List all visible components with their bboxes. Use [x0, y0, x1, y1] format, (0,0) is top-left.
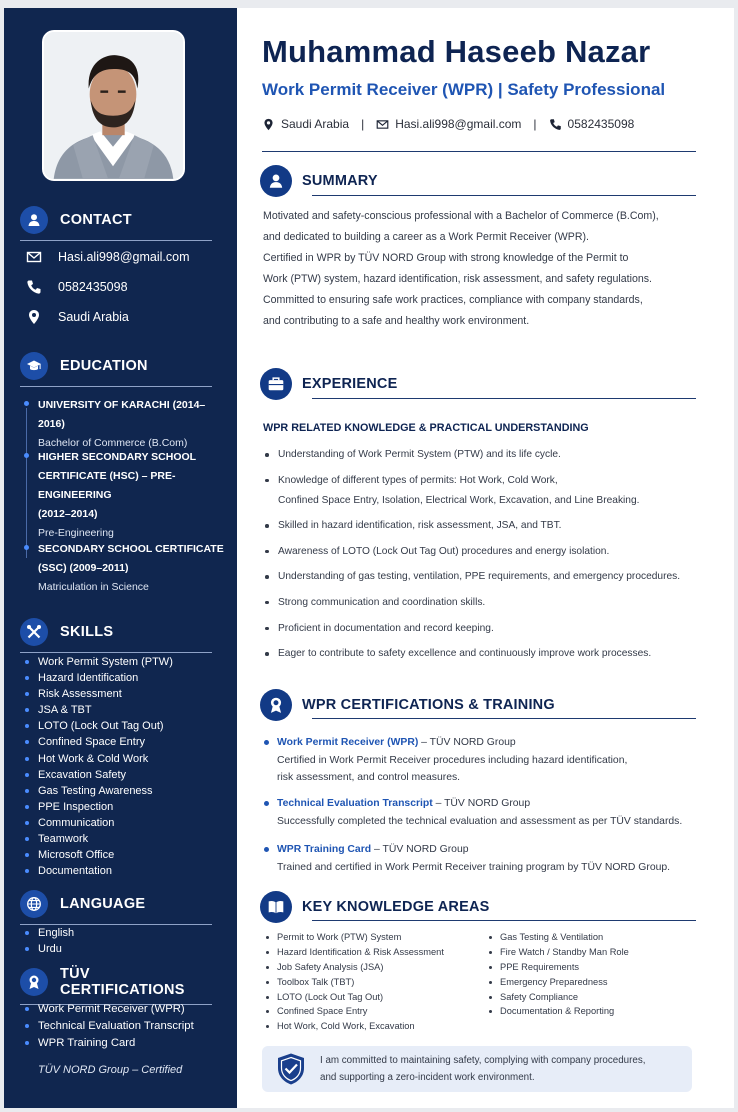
certification-org: – TÜV NORD Group	[418, 737, 516, 748]
list-item	[263, 445, 703, 465]
skills-list	[24, 654, 173, 879]
list-item: Hazard Identification & Risk Assessment	[264, 945, 444, 960]
list-item: Safety Compliance	[487, 990, 629, 1005]
list-item	[263, 516, 703, 536]
summary-text	[263, 206, 697, 332]
certification-name: Work Permit Receiver (WPR)	[277, 737, 419, 748]
text-line: Skilled in hazard identification, risk assessment, JSA, and TBT.	[278, 520, 562, 532]
user-icon	[260, 165, 292, 197]
education-item	[24, 396, 224, 453]
book-icon	[260, 891, 292, 923]
certification-name: WPR Training Card	[277, 844, 372, 855]
certification-org: – TÜV NORD Group	[371, 844, 469, 855]
experience-heading: EXPERIENCE	[260, 368, 696, 400]
list-item: English	[24, 925, 74, 941]
text-line: Understanding of Work Permit System (PTW) and its life cycle.	[278, 449, 561, 460]
list-item: Hot Work & Cold Work	[24, 751, 173, 767]
timeline-dot	[24, 453, 29, 458]
tuv-certifications-heading: TÜV CERTIFICATIONS	[20, 966, 212, 1005]
list-item: Risk Assessment	[24, 686, 173, 702]
list-item: PPE Inspection	[24, 799, 173, 815]
timeline-dot	[24, 401, 29, 406]
language-list	[24, 925, 74, 957]
knowledge-heading: KEY KNOWLEDGE AREAS	[260, 891, 696, 923]
location-pin-icon	[26, 309, 42, 325]
main-content	[237, 8, 734, 1108]
education-title: UNIVERSITY OF KARACHI (2014–2016)	[38, 399, 206, 430]
tuv-certifications-list	[24, 1001, 194, 1052]
header-phone: 0582435098	[567, 117, 635, 131]
list-item: Hazard Identification	[24, 670, 173, 686]
list-item: Emergency Preparedness	[487, 975, 629, 990]
sidebar	[4, 8, 237, 1108]
award-ribbon-icon	[260, 689, 292, 721]
education-title: (2012–2014)	[38, 508, 98, 520]
header-email: Hasi.ali998@gmail.com	[395, 117, 522, 131]
list-item: Work Permit Receiver (WPR)	[24, 1001, 194, 1018]
list-item	[263, 567, 703, 587]
education-degree: Bachelor of Commerce (B.Com)	[38, 437, 188, 449]
text-line: I am committed to maintaining safety, complying with company procedures,	[320, 1055, 646, 1066]
list-item: Confined Space Entry	[24, 734, 173, 750]
list-item: Teamwork	[24, 831, 173, 847]
list-item: Technical Evaluation Transcript	[24, 1018, 194, 1035]
list-item	[263, 619, 703, 639]
contact-phone: 0582435098	[26, 279, 128, 295]
list-item: Documentation	[24, 863, 173, 879]
briefcase-icon	[260, 368, 292, 400]
list-item: Toolbox Talk (TBT)	[264, 975, 444, 990]
certification-item	[263, 733, 703, 786]
education-title: SECONDARY SCHOOL CERTIFICATE	[38, 543, 224, 555]
profile-photo	[42, 30, 185, 181]
list-item: Job Safety Analysis (JSA)	[264, 960, 444, 975]
knowledge-list-left	[264, 930, 444, 1034]
education-degree: Matriculation in Science	[38, 581, 149, 593]
language-heading: LANGUAGE	[20, 890, 212, 925]
list-item: Confined Space Entry	[264, 1004, 444, 1019]
award-ribbon-icon	[20, 968, 48, 996]
list-item: Microsoft Office	[24, 847, 173, 863]
education-item	[24, 448, 224, 543]
list-item: Gas Testing & Ventilation	[487, 930, 629, 945]
experience-subtitle: WPR RELATED KNOWLEDGE & PRACTICAL UNDERSTANDING	[263, 422, 589, 434]
user-icon	[20, 206, 48, 234]
text-line: Confined Space Entry, Isolation, Electrical Work, Excavation, and Line Breaking.	[278, 494, 640, 506]
text-line: and supporting a zero-incident work environment.	[320, 1072, 535, 1083]
list-item	[263, 644, 703, 664]
text-line: Motivated and safety-conscious professional with a Bachelor of Commerce (B.Com),	[263, 210, 659, 222]
education-title: HIGHER SECONDARY SCHOOL	[38, 451, 197, 463]
certifications-heading: WPR CERTIFICATIONS & TRAINING	[260, 689, 696, 721]
commitment-box	[262, 1046, 692, 1092]
knowledge-list-right	[487, 930, 629, 1019]
experience-heading-rule	[312, 398, 696, 399]
candidate-name: Muhammad Haseeb Nazar	[262, 34, 651, 69]
certification-name: Technical Evaluation Transcript	[277, 798, 433, 809]
list-item: Work Permit System (PTW)	[24, 654, 173, 670]
tuv-footer-note: TÜV NORD Group – Certified	[38, 1064, 183, 1076]
shield-check-icon	[276, 1052, 306, 1086]
list-item: Hot Work, Cold Work, Excavation	[264, 1019, 444, 1034]
certification-item	[263, 840, 703, 876]
text-line: Strong communication and coordination skills.	[278, 596, 486, 608]
education-title: CERTIFICATE (HSC) – PRE-ENGINEERING	[38, 470, 176, 501]
text-line: Knowledge of different types of permits: Hot Work, Cold Work,	[278, 474, 558, 486]
text-line: Proficient in documentation and record keeping.	[278, 622, 494, 634]
list-item: Urdu	[24, 941, 74, 957]
separator: |	[361, 117, 365, 131]
list-item: Excavation Safety	[24, 767, 173, 783]
envelope-icon	[26, 249, 42, 265]
education-degree: Pre-Engineering	[38, 527, 114, 539]
tools-icon	[20, 618, 48, 646]
commitment-text	[320, 1052, 645, 1086]
certifications-heading-rule	[312, 718, 696, 719]
knowledge-heading-rule	[312, 920, 696, 921]
list-item: JSA & TBT	[24, 702, 173, 718]
education-item	[24, 540, 224, 597]
contact-location: Saudi Arabia	[26, 309, 129, 325]
certification-desc: Successfully completed the technical evaluation and assessment as per TÜV standards.	[277, 816, 683, 827]
header-location: Saudi Arabia	[281, 117, 350, 131]
graduation-cap-icon	[20, 352, 48, 380]
candidate-role: Work Permit Receiver (WPR) | Safety Professional	[262, 80, 666, 99]
portrait-image	[44, 32, 183, 179]
list-item	[263, 471, 703, 511]
certification-item	[263, 794, 703, 830]
list-item: PPE Requirements	[487, 960, 629, 975]
text-line: Work (PTW) system, hazard identification, risk assessment, and safety regulations.	[263, 273, 652, 285]
text-line: Understanding of gas testing, ventilation, PPE requirements, and emergency procedures.	[278, 571, 681, 583]
list-item: Gas Testing Awareness	[24, 783, 173, 799]
text-line: and contributing to a safe and healthy work environment.	[263, 315, 530, 327]
list-item: LOTO (Lock Out Tag Out)	[24, 718, 173, 734]
text-line: and dedicated to building a career as a Work Permit Receiver (WPR).	[263, 231, 589, 243]
location-pin-icon	[262, 118, 275, 131]
summary-heading-rule	[312, 195, 696, 196]
certification-desc: Trained and certified in Work Permit Receiver training program by TÜV NORD Group.	[277, 862, 671, 873]
list-item	[263, 593, 703, 613]
experience-list	[263, 445, 703, 670]
certification-org: – TÜV NORD Group	[432, 798, 531, 809]
summary-heading: SUMMARY	[260, 165, 696, 197]
skills-heading: SKILLS	[20, 618, 212, 653]
certification-desc: Certified in Work Permit Receiver procedures including hazard identification,	[277, 755, 628, 766]
list-item	[263, 542, 703, 562]
education-heading: EDUCATION	[20, 352, 212, 387]
list-item: Permit to Work (PTW) System	[264, 930, 444, 945]
contact-info-bar	[262, 117, 634, 131]
certification-desc: risk assessment, and control measures.	[277, 772, 461, 783]
list-item: Fire Watch / Standby Man Role	[487, 945, 629, 960]
contact-email: Hasi.ali998@gmail.com	[26, 249, 190, 265]
text-line: Eager to contribute to safety excellence and continuously improve work processes.	[278, 648, 652, 660]
envelope-icon	[376, 118, 389, 131]
list-item: LOTO (Lock Out Tag Out)	[264, 990, 444, 1005]
text-line: Certified in WPR by TÜV NORD Group with strong knowledge of the Permit to	[263, 252, 629, 264]
education-title: (SSC) (2009–2011)	[38, 562, 129, 574]
text-line: Awareness of LOTO (Lock Out Tag Out) procedures and energy isolation.	[278, 545, 610, 557]
header-divider	[262, 151, 696, 152]
contact-heading: CONTACT	[20, 206, 212, 241]
resume-page	[4, 8, 734, 1108]
timeline-dot	[24, 545, 29, 550]
phone-icon	[26, 279, 42, 295]
globe-icon	[20, 890, 48, 918]
list-item: Documentation & Reporting	[487, 1004, 629, 1019]
separator: |	[533, 117, 537, 131]
phone-icon	[549, 118, 562, 131]
text-line: Committed to ensuring safe work practices, compliance with company standards,	[263, 294, 643, 306]
list-item: WPR Training Card	[24, 1035, 194, 1052]
list-item: Communication	[24, 815, 173, 831]
